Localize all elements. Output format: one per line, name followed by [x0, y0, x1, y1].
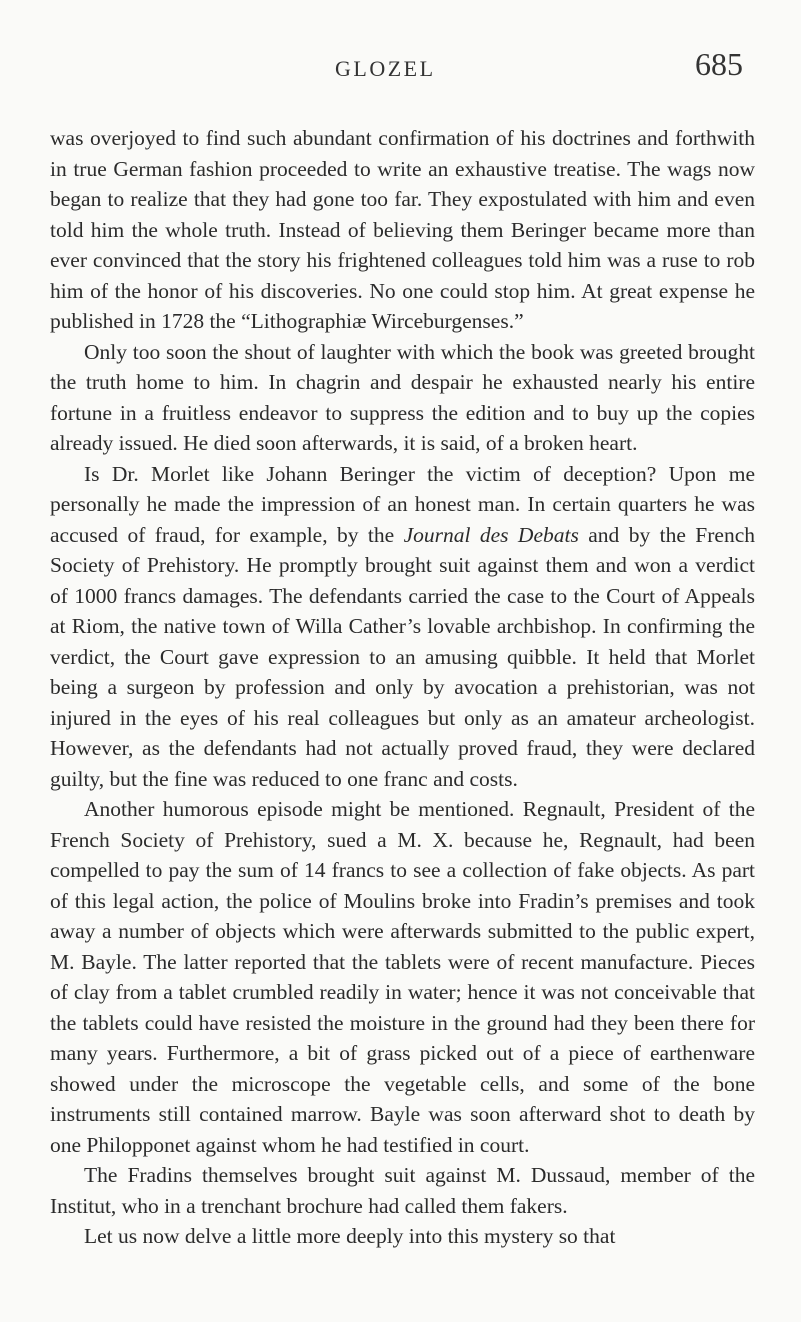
paragraph-1: was overjoyed to find such abundant confirmation of his doctrines and forthwith in true German fashion proceeded to write an exhaustive treatise. The wags now began to realize that they had gone too far. They expostulated with him and even told him the whole truth. Instead of believing them Beringer became more than ever convinced that the story his frightened colleagues told him was a ruse to rob him of the honor of his discoveries. No one could stop him. At great expense he published in 1728 the “Lithographiæ Wirceburgenses.”: [50, 126, 755, 333]
paragraph-3-rest: and by the French Society of Prehistory. He promptly brought suit against them and won a verdict of 1000 francs damages. The defendants carried the case to the Court of Appeals at Riom, the native town of Willa Cather’s lovable archbishop. In confirming the verdict, the Court gave expression to an amusing quibble. It held that Morlet being a surgeon by profession and only by avocation a prehistorian, was not injured in the eyes of his real colleagues but only as an amateur archeologist. However, as the defendants had not actually proved fraud, they were declared guilty, but the fine was reduced to one franc and costs.: [50, 522, 756, 791]
journal-title: Journal des Debats: [403, 522, 579, 547]
running-title: GLOZEL: [335, 56, 436, 81]
paragraph-3-lead: Is Dr. Morlet like Johann Beringer the victim of deception? Upon me personally he made the impression of an honest man. In certain quarters he was accused of fraud, for example, by the: [50, 461, 755, 547]
page-number: 685: [695, 46, 743, 82]
paragraph-2: Only too soon the shout of laughter with which the book was greeted brought the truth home to him. In chagrin and despair he exhausted nearly his entire fortune in a fruitless endeavor to suppress the edition and to buy up the copies already issued. He died soon afterwards, it is said, of a broken heart.: [50, 339, 755, 455]
paragraph-6: Let us now delve a little more deeply into this mystery so that: [84, 1224, 616, 1248]
paragraph-3: [50, 459, 755, 795]
paragraph-5: The Fradins themselves brought suit against M. Dussaud, member of the Institut, who in a trenchant brochure had called them fakers.: [50, 1163, 755, 1218]
body-text: [50, 123, 755, 1252]
page-header: [0, 46, 801, 106]
paragraph-4: Another humorous episode might be mentioned. Regnault, President of the French Society of Prehistory, sued a M. X. because he, Regnault, had been compelled to pay the sum of 14 francs to see a collection of fake objects. As part of this legal action, the police of Moulins broke into Fradin’s premises and took away a number of objects which were afterwards submitted to the public expert, M. Bayle. The latter reported that the tablets were of recent manufacture. Pieces of clay from a tablet crumbled readily in water; hence it was not conceivable that the tablets could have resisted the moisture in the ground had they been there for many years. Furthermore, a bit of grass picked out of a piece of earthenware showed under the microscope the vegetable cells, and some of the bone instruments still contained marrow. Bayle was soon afterward shot to death by one Philopponet against whom he had testified in court.: [50, 797, 755, 1157]
